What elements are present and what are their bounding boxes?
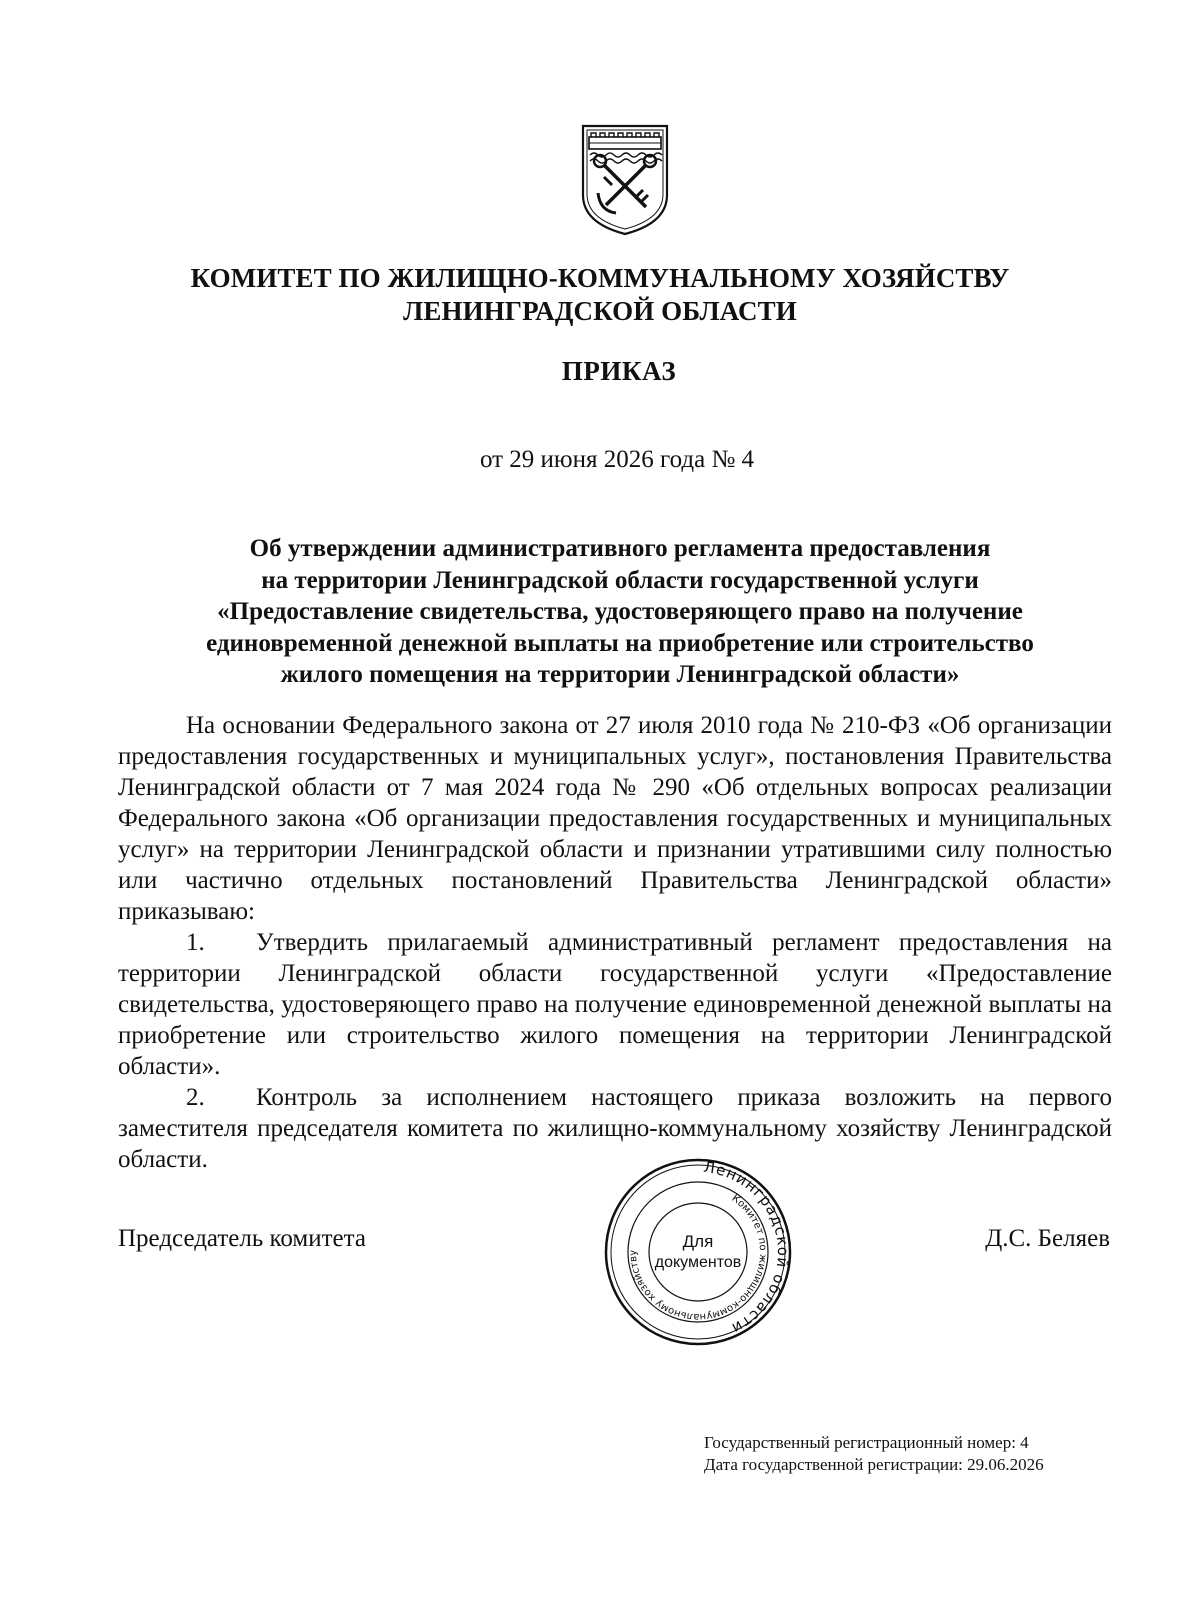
registration-number: Государственный регистрационный номер: 4 [704,1433,1029,1452]
document-subject [150,533,1090,691]
subject-line: единовременной денежной выплаты на приобретение или строительство [206,629,1034,657]
subject-line: «Предоставление свидетельства, удостоверяющего право на получение [217,598,1023,625]
preamble-paragraph: На основании Федерального закона от 27 июля 2010 года № 210-ФЗ «Об организации предоставления государственных и муниципальных услуг», постановления Правительства Ленинградской области от 7 мая 2024 года № 290 «Об отдельных вопросах реализации Федерального закона «Об организации предоставления государственных и муниципальных услуг» на территории Ленинградской области и признании утратившими силу полностью или частично отдельных постановлений Правительства Ленинградской области» приказываю: [118,712,1112,925]
organization-line-1: КОМИТЕТ ПО ЖИЛИЩНО-КОММУНАЛЬНОМУ ХОЗЯЙСТВУ [190,263,1010,293]
seal-inner-text: Комитет по жилищно-коммунальному хозяйству [627,1193,769,1323]
document-body [118,710,1112,1175]
order-item-text: Утвердить прилагаемый административный регламент предоставления на территории Ленинградской области государственной услуги «Предоставление свидетельства, удостоверяющего право на получение единовременной денежной выплаты на приобретение или строительство жилого помещения на территории Ленинградской области». [118,929,1112,1080]
document-date-number: от 29 июня 2026 года № 4 [479,446,755,473]
order-item-1 [118,927,1112,1082]
order-item-number: 2. [186,1084,205,1111]
seal-outer-text: Ленинградской области [702,1158,793,1338]
official-seal-stamp [603,1157,793,1347]
organization-line-2: ЛЕНИНГРАДСКОЙ ОБЛАСТИ [403,296,797,326]
document-type: ПРИКАЗ [561,356,677,386]
coat-of-arms-icon [580,123,670,237]
organization-name [0,262,1200,328]
order-item-number: 1. [186,929,205,956]
subject-line: на территории Ленинградской области государственной услуги [261,566,979,594]
subject-line: жилого помещения на территории Ленинградской области» [280,661,960,688]
seal-center-line-2: документов [654,1254,742,1271]
signatory-position: Председатель комитета [118,1225,366,1252]
signatory-name: Д.С. Беляев [985,1225,1110,1252]
registration-block [704,1432,1124,1476]
subject-line: Об утверждении административного регламента предоставления [249,535,991,562]
order-item-text: Контроль за исполнением настоящего приказа возложить на первого заместителя председателя комитета по жилищно-коммунальному хозяйству Ленинградской области. [118,1084,1112,1173]
seal-center-line-1: Для [682,1232,714,1251]
registration-date: Дата государственной регистрации: 29.06.2026 [704,1455,1044,1474]
